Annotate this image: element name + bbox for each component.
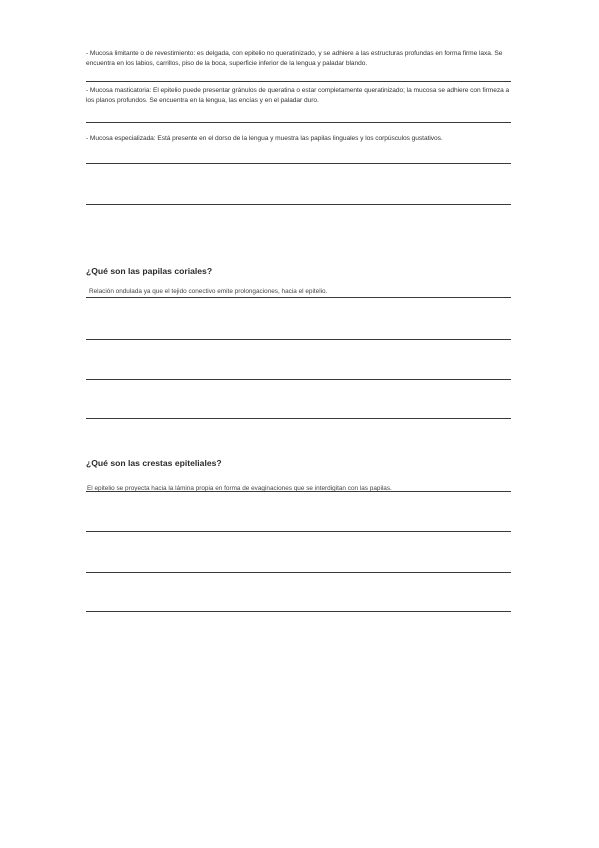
answer-line	[86, 379, 511, 380]
answer-papilas-coriales: Relación ondulada ya que el tejido conectivo emite prolongaciones, hacia el epitelio.	[89, 288, 328, 295]
answer-line	[86, 122, 511, 123]
answer-line	[86, 531, 511, 532]
mucosa-revestimiento-text: - Mucosa limitante o de revestimiento: es delgada, con epitelio no queratinizado, y se adhiere a las estructuras profundas en forma firme laxa. Se encuentra en los labios, carrillos, piso de la boca, superficie inferior de la lengua y paladar blando.	[86, 50, 503, 67]
answer-line	[86, 491, 511, 492]
question-papilas-coriales: ¿Qué son las papilas coriales?	[86, 266, 213, 276]
answer-line	[86, 81, 511, 82]
answer-line	[86, 204, 511, 205]
answer-line	[86, 163, 511, 164]
answer-crestas-epiteliales: El epitelio se proyecta hacia la lámina propia en forma de evaginaciones que se interdigitan con las papilas.	[87, 485, 392, 492]
mucosa-masticatoria-text: - Mucosa masticatoria: El epitelio puede presentar gránulos de queratina o estar completamente queratinizado; la mucosa se adhiere con firmeza a los planos profundos. Se encuentra en la lengua, las encías y en el paladar duro.	[86, 87, 510, 104]
answer-line	[86, 297, 511, 298]
answer-line	[86, 611, 511, 612]
question-crestas-epiteliales: ¿Qué son las crestas epiteliales?	[86, 458, 222, 468]
answer-line	[86, 339, 511, 340]
answer-line	[86, 418, 511, 419]
answer-line	[86, 572, 511, 573]
mucosa-especializada-text: - Mucosa especializada: Está presente en el dorso de la lengua y muestra las papilas linguales y los corpúsculos gustativos.	[86, 135, 443, 142]
